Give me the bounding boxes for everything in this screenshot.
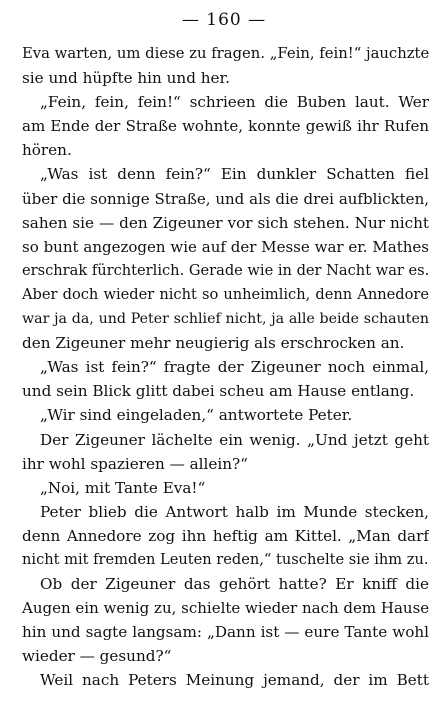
text-line: sie und hüpfte hin und her. bbox=[22, 69, 230, 88]
text-line: wieder — gesund?“ bbox=[22, 647, 172, 666]
text-line: Weil nach Peters Meinung jemand, der im Bett bbox=[40, 671, 429, 690]
text-line: den Zigeuner mehr neugierig als erschrocken an. bbox=[22, 334, 405, 353]
text-line: „Noi, mit Tante Eva!“ bbox=[40, 478, 206, 497]
body-text bbox=[22, 42, 429, 693]
text-line: über die sonnige Straße, und als die drei aufblickten, bbox=[22, 189, 429, 208]
text-line: „Was ist fein?“ fragte der Zigeuner noch einmal, bbox=[40, 358, 429, 377]
text-line: erschrak fürchterlich. Gerade wie in der Nacht war es. bbox=[22, 261, 429, 279]
text-line: Peter blieb die Antwort halb im Munde stecken, bbox=[40, 502, 429, 521]
text-line: und sein Blick glitt dabei scheu am Hause entlang. bbox=[22, 382, 415, 401]
text-line: „Wir sind eingeladen,“ antwortete Peter. bbox=[40, 406, 353, 425]
text-line: hören. bbox=[22, 141, 72, 160]
text-line: hin und sagte langsam: „Dann ist — eure Tante wohl bbox=[22, 623, 429, 642]
text-line: sahen sie — den Zigeuner vor sich stehen. Nur nicht bbox=[22, 213, 429, 232]
text-line: so bunt angezogen wie auf der Messe war er. Mathes bbox=[22, 237, 429, 256]
text-line: denn Annedore zog ihn heftig am Kittel. „Man darf bbox=[22, 526, 429, 545]
text-line: Aber doch wieder nicht so unheimlich, denn Annedore bbox=[22, 285, 429, 303]
page-number: — 160 — bbox=[181, 10, 267, 30]
text-line: Augen ein wenig zu, schielte wieder nach dem Hause bbox=[22, 599, 429, 618]
text-line: ihr wohl spazieren — allein?“ bbox=[22, 454, 248, 473]
text-line: am Ende der Straße wohnte, konnte gewiß ihr Rufen bbox=[22, 117, 429, 136]
text-line: „Was ist denn fein?“ Ein dunkler Schatten fiel bbox=[40, 165, 429, 184]
text-line: nicht mit fremden Leuten reden,“ tuschelte sie ihm zu. bbox=[22, 550, 429, 568]
text-line: Der Zigeuner lächelte ein wenig. „Und jetzt geht bbox=[40, 430, 429, 449]
text-line: Eva warten, um diese zu fragen. „Fein, fein!“ jauchzte bbox=[22, 45, 429, 62]
text-line: „Fein, fein, fein!“ schrieen die Buben laut. Wer bbox=[40, 93, 429, 112]
text-line: war ja da, und Peter schlief nicht, ja alle beide schauten bbox=[22, 311, 429, 328]
text-line: Ob der Zigeuner das gehört hatte? Er kniff die bbox=[40, 575, 429, 594]
